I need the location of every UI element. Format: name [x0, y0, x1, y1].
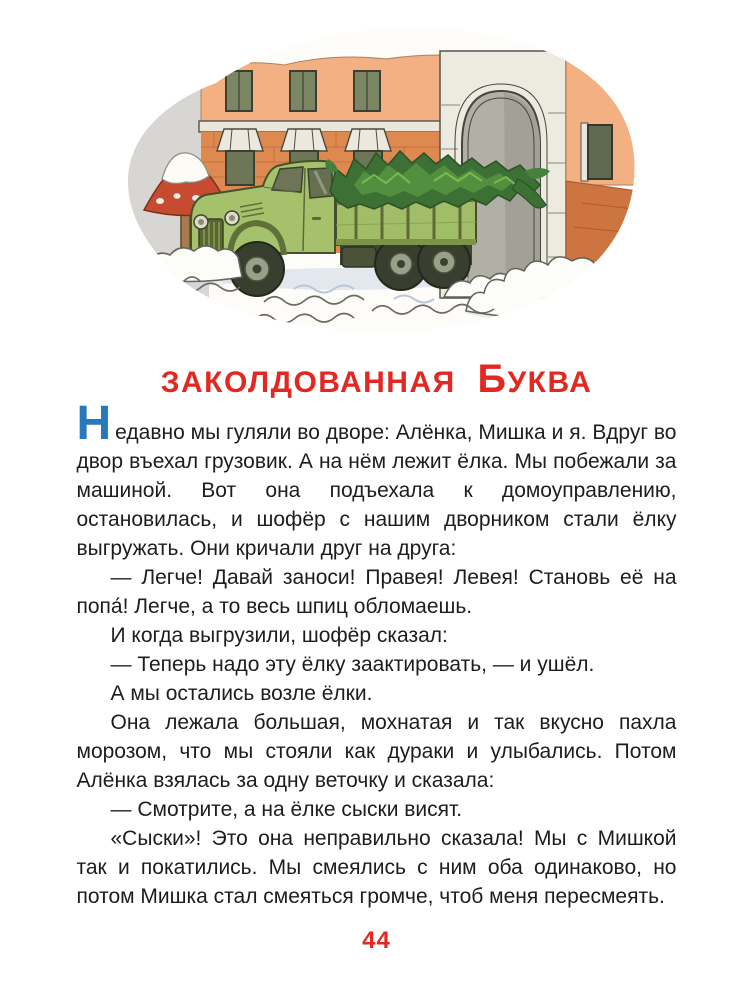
paragraph-text: едавно мы гуляли во дворе: Алёнка, Мишка и я. Вдруг во двор въехал грузовик. А на нём лежит ёлка. Мы побежали за машиной. Вот она подъехала к домоуправлению, остановилась, и шофёр с нашим дворником стали ёлку выгружать. Они кричали друг на друга: [76, 420, 677, 560]
page-number: 44 [362, 926, 391, 954]
chapter-title [0, 358, 753, 402]
paragraph-opening [76, 396, 677, 563]
chapter-title-word1: ЗАКОЛДОВАННАЯ [160, 366, 456, 399]
story-illustration [104, 12, 649, 344]
paragraph: А мы остались возле ёлки. [110, 681, 373, 705]
story-text [76, 396, 677, 911]
paragraph: И когда выгрузили, шофёр сказал: [110, 623, 448, 647]
paragraph: — Теперь надо эту ёлку заактировать, — и ушёл. [110, 652, 595, 676]
chapter-title-word2: БУКВА [477, 357, 593, 401]
courtyard-scene [104, 12, 649, 344]
paragraph: — Легче! Давай заноси! Правея! Левея! Становь её на попа́! Легче, а то весь шпиц обломаешь. [76, 565, 677, 618]
right-wall [566, 61, 638, 261]
paragraph: «Сыски»! Это она неправильно сказала! Мы с Мишкой так и покатились. Мы смеялись с ним оба одинаково, но потом Мишка стал смеяться громче, чтоб меня пересмеять. [76, 826, 677, 908]
paragraph: — Смотрите, а на ёлке сыски висят. [110, 797, 463, 821]
drop-cap: Н [76, 396, 112, 450]
paragraph: Она лежала большая, мохнатая и так вкусно пахла морозом, что мы стояли как дураки и улыбались. Потом Алёнка взялась за одну веточку и сказала: [76, 710, 677, 792]
upper-windows [226, 71, 380, 111]
